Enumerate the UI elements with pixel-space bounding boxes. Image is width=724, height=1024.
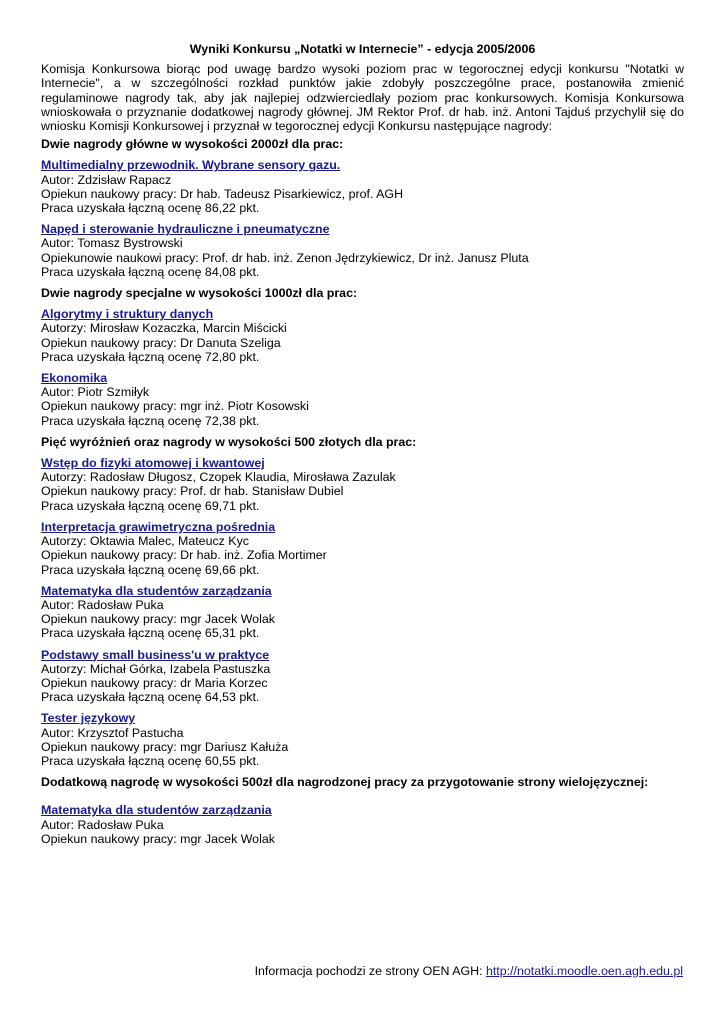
entry-title-link[interactable]: Napęd i sterowanie hydrauliczne i pneumatyczne	[41, 222, 330, 237]
entry-detail-line: Praca uzyskała łączną ocenę 60,55 pkt.	[41, 753, 260, 768]
entry-detail-line: Opiekun naukowy pracy: Dr hab. inż. Zofia Mortimer	[41, 548, 327, 563]
entry-detail-line: Praca uzyskała łączną ocenę 69,71 pkt.	[41, 498, 260, 513]
section-heading: Dodatkową nagrodę w wysokości 500zł dla nagrodzonej pracy za przygotowanie strony wielojęzycznej:	[41, 775, 649, 790]
entry-detail-line: Autor: Tomasz Bystrowski	[41, 236, 183, 251]
award-entry	[41, 803, 684, 846]
award-entry	[41, 371, 684, 428]
entry-title-link[interactable]: Matematyka dla studentów zarządzania	[41, 583, 272, 598]
entry-detail-line: Opiekun naukowy pracy: mgr Jacek Wolak	[41, 831, 275, 846]
entry-detail-line: Autorzy: Mirosław Kozaczka, Marcin Miścicki	[41, 321, 287, 336]
entry-detail-line: Praca uzyskała łączną ocenę 69,66 pkt.	[41, 562, 260, 577]
entry-detail-line: Praca uzyskała łączną ocenę 65,31 pkt.	[41, 626, 260, 641]
footer-text: Informacja pochodzi ze strony OEN AGH:	[254, 964, 486, 978]
page-title: Wyniki Konkursu „Notatki w Internecie” - edycja 2005/2006	[189, 42, 536, 56]
section-heading: Dwie nagrody specjalne w wysokości 1000zł dla prac:	[41, 286, 358, 301]
entry-detail-line: Autorzy: Michał Górka, Izabela Pastuszka	[41, 661, 271, 676]
entry-title-link[interactable]: Interpretacja grawimetryczna pośrednia	[41, 519, 276, 534]
award-entry	[41, 584, 684, 641]
entry-detail-line: Opiekun naukowy pracy: mgr Dariusz Kałuża	[41, 739, 289, 754]
source-footer	[255, 964, 683, 978]
entry-detail-line: Autor: Radosław Puka	[41, 817, 164, 832]
footer-link[interactable]: http://notatki.moodle.oen.agh.edu.pl	[485, 964, 683, 978]
entry-title-link[interactable]: Matematyka dla studentów zarządzania	[41, 803, 272, 818]
entry-detail-line: Praca uzyskała łączną ocenę 64,53 pkt.	[41, 690, 260, 705]
entry-title-link[interactable]: Algorytmy i struktury danych	[41, 307, 214, 322]
entry-detail-line: Praca uzyskała łączną ocenę 72,38 pkt.	[41, 413, 260, 428]
award-entry	[41, 456, 684, 513]
award-entry	[41, 711, 684, 768]
entry-detail-line: Autorzy: Oktawia Malec, Mateucz Kyc	[41, 534, 249, 549]
entry-detail-line: Autor: Zdzisław Rapacz	[41, 172, 172, 187]
entry-title-link[interactable]: Wstęp do fizyki atomowej i kwantowej	[41, 456, 265, 471]
entry-detail-line: Opiekun naukowy pracy: Prof. dr hab. Stanisław Dubiel	[41, 484, 344, 499]
entry-title-link[interactable]: Multimedialny przewodnik. Wybrane sensory gazu.	[41, 158, 341, 173]
entry-detail-line: Praca uzyskała łączną ocenę 86,22 pkt.	[41, 201, 260, 216]
award-entry	[41, 307, 684, 364]
entry-title-link[interactable]: Podstawy small business'u w praktyce	[41, 647, 270, 662]
entry-title-link[interactable]: Tester językowy	[41, 711, 136, 726]
entry-detail-line: Opiekunowie naukowi pracy: Prof. dr hab. inż. Zenon Jędrzykiewicz, Dr inż. Janusz Pluta	[41, 250, 529, 265]
award-entry	[41, 222, 684, 279]
intro-paragraph: Komisja Konkursowa biorąc pod uwagę bardzo wysoki poziom prac w tegorocznej edycji konkursu "Notatki w Internecie", a w szczególności rozkład punktów jakie zdobyły poszczególne prace, postanowiła zmienić regulaminowe nagrody tak, aby jak najlepiej odzwierciedlały poziom prac konkursowych. Komisja Konkursowa wnioskowała o przyznanie dodatkowej nagrody głównej. JM Rektor Prof. dr hab. inż. Antoni Tajduś przychylił się do wniosku Komisji Konkursowej i przyznał w tegorocznej edycji Konkursu następujące nagrody:	[41, 62, 684, 134]
entry-detail-line: Opiekun naukowy pracy: Dr Danuta Szeliga	[41, 335, 281, 350]
award-entry	[41, 158, 684, 215]
entry-detail-line: Opiekun naukowy pracy: dr Maria Korzec	[41, 675, 268, 690]
entry-detail-line: Autor: Piotr Szmiłyk	[41, 385, 150, 400]
document-page	[41, 42, 684, 853]
entry-detail-line: Praca uzyskała łączną ocenę 84,08 pkt.	[41, 264, 260, 279]
entry-detail-line: Autor: Krzysztof Pastucha	[41, 725, 184, 740]
section-heading: Pięć wyróżnień oraz nagrody w wysokości 500 złotych dla prac:	[41, 434, 417, 449]
entry-detail-line: Opiekun naukowy pracy: mgr Jacek Wolak	[41, 612, 275, 627]
awards-list	[41, 137, 684, 846]
section-heading: Dwie nagrody główne w wysokości 2000zł dla prac:	[41, 137, 344, 152]
entry-detail-line: Praca uzyskała łączną ocenę 72,80 pkt.	[41, 349, 260, 364]
entry-detail-line: Autorzy: Radosław Długosz, Czopek Klaudia, Mirosława Zazulak	[41, 470, 396, 485]
entry-detail-line: Opiekun naukowy pracy: mgr inż. Piotr Kosowski	[41, 399, 309, 414]
entry-title-link[interactable]: Ekonomika	[41, 371, 108, 386]
award-entry	[41, 648, 684, 705]
award-entry	[41, 520, 684, 577]
entry-detail-line: Autor: Radosław Puka	[41, 597, 164, 612]
entry-detail-line: Opiekun naukowy pracy: Dr hab. Tadeusz Pisarkiewicz, prof. AGH	[41, 186, 404, 201]
